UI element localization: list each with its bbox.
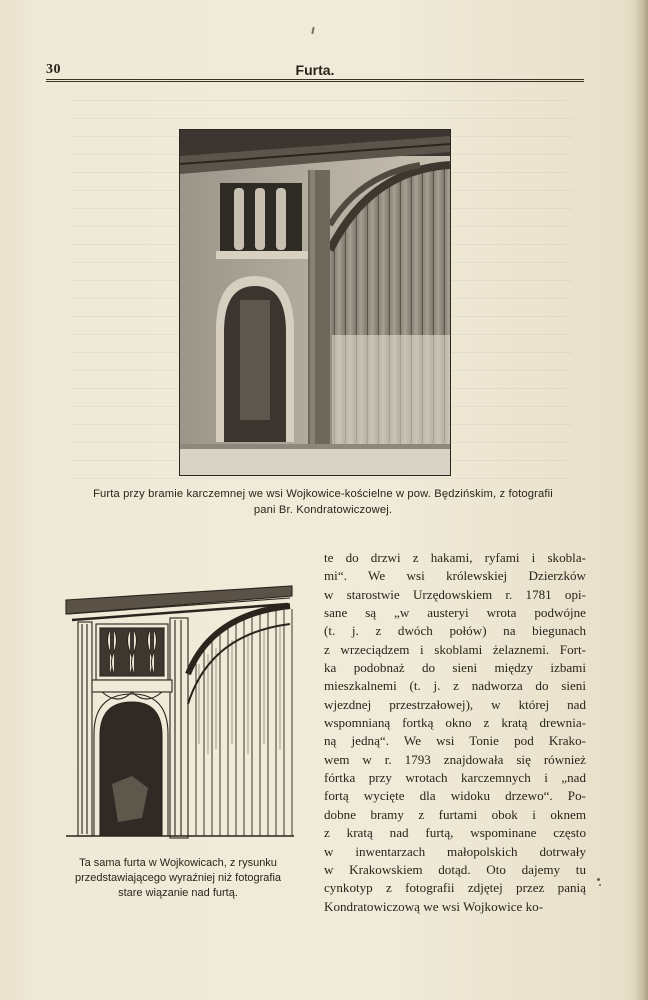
running-title: Furta. [295, 62, 335, 78]
photo-caption [40, 487, 606, 518]
header-rule [46, 79, 584, 82]
body-text-line: wjezdnej przestrzałowej), w której nad [324, 696, 586, 712]
body-text-line: z wrzeciądzem i skoblami żelaznemi. Fort- [324, 641, 586, 657]
print-speck [599, 884, 601, 886]
gate-drawing [62, 584, 298, 842]
body-text-line: (t. j. z dwóch połów) na biegunach [324, 623, 586, 639]
body-text-line: te do drzwi z hakami, ryfami i skobla- [324, 550, 586, 565]
drawing-caption-line: przedstawiającego wyraźniej niż fotografia [74, 872, 282, 884]
drawing-caption-line: Ta sama furta w Wojkowicach, z rysunku [79, 857, 277, 869]
body-text-line: ka podobnaż do sieni między izbami [324, 660, 586, 676]
gate-photograph [179, 129, 451, 476]
page-number: 30 [46, 62, 61, 77]
body-text-line: mieszkalnemi (t. j. z nadworza do sieni [324, 678, 586, 694]
gate-photograph-image [180, 130, 450, 475]
body-text-line: mi“. We wsi królewskiej Dzierzków [324, 568, 586, 584]
photo-caption-line: Furta przy bramie karczemnej we wsi Wojkowice-kościelne w pow. Będzińskim, z fotografii [93, 488, 553, 500]
body-text-line: w starostwie Urzędowskiem r. 1781 opi- [324, 586, 586, 602]
drawing-caption [40, 856, 316, 901]
body-text-line: fortą wycięte dla widoku drzewo“. Po- [324, 788, 586, 804]
body-text-column [324, 549, 586, 916]
body-text-line: w inwentarzach małopolskich dotrwały [324, 843, 586, 859]
running-header [46, 62, 584, 80]
body-text-line: dobne bramy z furtami obok i oknem [324, 806, 586, 822]
body-text-line: sane są „w austeryi wrota podwójne [324, 605, 586, 621]
body-text-line: wem w r. 1793 znajdowała się również [324, 751, 586, 767]
print-speck [597, 878, 600, 881]
body-text-line: Kondratowiczową we wsi Wojkowice ko- [324, 898, 544, 914]
body-text-line: w Krakowskiem dotąd. Oto dajemy tu [324, 861, 586, 877]
stray-mark [311, 27, 314, 34]
body-text-line: wspomnianą fortką okno z kratą drewnia- [324, 715, 586, 731]
body-text-line: ną jedną“. We wsi Tonie pod Krako- [324, 733, 586, 749]
body-text-line: fórtka przy wrotach karczemnych i „nad [324, 770, 586, 786]
gate-drawing-image [62, 584, 298, 842]
body-text-line: cynkotyp z fotografii zdjętej przez panią [324, 880, 586, 896]
body-text-line: z kratą nad furtą, wspominane często [324, 825, 586, 841]
drawing-caption-line: stare wiązanie nad furtą. [118, 887, 238, 899]
page-edge-shadow [634, 0, 648, 1000]
photo-caption-line: pani Br. Kondratowiczowej. [253, 503, 393, 516]
